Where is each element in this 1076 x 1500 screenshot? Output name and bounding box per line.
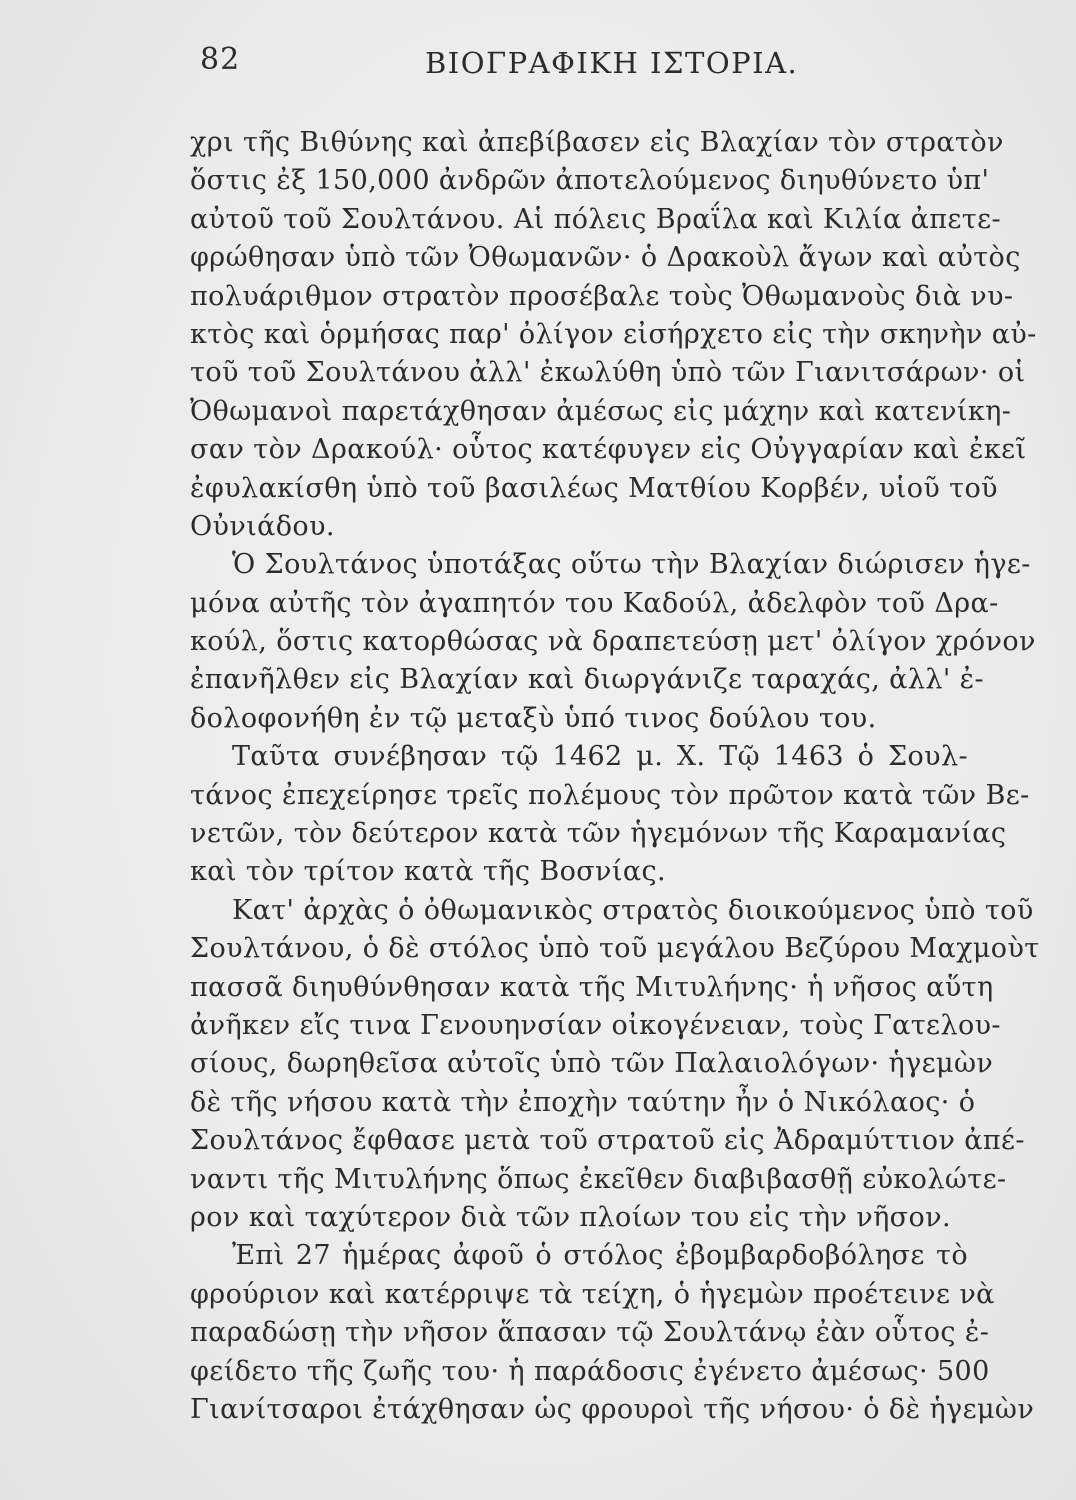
text-line: σαν τὸν Δρακούλ· οὗτος κατέφυγεν εἰς Οὐγγαρίαν καὶ ἐκεῖ xyxy=(190,434,1027,466)
text-line: Σουλτάνου, ὁ δὲ στόλος ὑπὸ τοῦ μεγάλου Βεζύρου Μαχμοὺτ xyxy=(190,933,1040,965)
page-number: 82 xyxy=(200,42,241,77)
paragraph-start-line: Ταῦτα συνέβησαν τῷ 1462 μ. Χ. Τῷ 1463 ὁ Σουλ- xyxy=(232,741,968,773)
text-line: πολυάριθμον στρατὸν προσέβαλε τοὺς Ὀθωμανοὺς διὰ νυ- xyxy=(190,280,1014,312)
body-text xyxy=(190,124,1040,1429)
text-line: φρώθησαν ὑπὸ τῶν Ὀθωμανῶν· ὁ Δρακοὺλ ἄγων καὶ αὐτὸς xyxy=(190,242,1021,274)
text-line: φείδετο τῆς ζωῆς του· ἡ παράδοσις ἐγένετο ἀμέσως· 500 xyxy=(190,1355,990,1387)
paragraph-start-line: Κατ' ἀρχὰς ὁ ὀθωμανικὸς στρατὸς διοικούμενος ὑπὸ τοῦ xyxy=(232,894,1034,926)
text-line: ρον καὶ ταχύτερον διὰ τῶν πλοίων του εἰς τὴν νῆσον. xyxy=(190,1201,951,1233)
text-line: τάνος ἐπεχείρησε τρεῖς πολέμους τὸν πρῶτον κατὰ τῶν Βε- xyxy=(190,779,1030,811)
text-line: ἀνῆκεν εἴς τινα Γενουηνσίαν οἰκογένειαν, τοὺς Γατελου- xyxy=(190,1009,1001,1041)
running-title: ΒΙΟΓΡΑΦΙΚΗ ΙΣΤΟΡΙΑ. xyxy=(425,46,799,80)
text-line: καὶ τὸν τρίτον κατὰ τῆς Βοσνίας. xyxy=(190,856,666,888)
text-line: ναντι τῆς Μιτυλήνης ὅπως ἐκεῖθεν διαβιβασθῇ εὐκολώτε- xyxy=(190,1163,1007,1195)
text-line: ὅστις ἐξ 150,000 ἀνδρῶν ἀποτελούμενος διηυθύνετο ὑπ' xyxy=(190,165,990,197)
text-line: μόνα αὐτῆς τὸν ἀγαπητόν του Καδούλ, ἀδελφὸν τοῦ Δρα- xyxy=(190,587,999,619)
paragraph-start-line: Ἐπὶ 27 ἡμέρας ἀφοῦ ὁ στόλος ἐβομβαρδοβόλησε τὸ xyxy=(232,1240,968,1272)
text-line: κτὸς καὶ ὁρμήσας παρ' ὀλίγον εἰσήρχετο εἰς τὴν σκηνὴν αὐ- xyxy=(190,318,1037,350)
text-line: κούλ, ὅστις κατορθώσας νὰ δραπετεύσῃ μετ' ὀλίγον χρόνον xyxy=(190,626,1036,658)
text-line: δολοφονήθη ἐν τῷ μεταξὺ ὑπό τινος δούλου του. xyxy=(190,702,877,734)
text-line: Σουλτάνος ἔφθασε μετὰ τοῦ στρατοῦ εἰς Ἀδραμύττιον ἀπέ- xyxy=(190,1125,1025,1157)
text-line: Ὀθωμανοὶ παρετάχθησαν ἀμέσως εἰς μάχην καὶ κατενίκη- xyxy=(190,395,1012,427)
text-line: σίους, δωρηθεῖσα αὐτοῖς ὑπὸ τῶν Παλαιολόγων· ἡγεμὼν xyxy=(190,1048,994,1080)
text-line: Γιανίτσαροι ἐτάχθησαν ὡς φρουροὶ τῆς νήσου· ὁ δὲ ἡγεμὼν xyxy=(190,1393,1035,1425)
text-line: δὲ τῆς νήσου κατὰ τὴν ἐποχὴν ταύτην ἦν ὁ Νικόλαος· ὁ xyxy=(190,1086,976,1118)
text-line: ἐπανῆλθεν εἰς Βλαχίαν καὶ διωργάνιζε ταραχάς, ἀλλ' ἐ- xyxy=(190,664,985,696)
paragraph-start-line: Ὁ Σουλτάνος ὑποτάξας οὕτω τὴν Βλαχίαν διώρισεν ἡγε- xyxy=(232,549,1031,581)
text-line: χρι τῆς Βιθύνης καὶ ἀπεβίβασεν εἰς Βλαχίαν τὸν στρατὸν xyxy=(190,127,1004,158)
text-line: φρούριον καὶ κατέρριψε τὰ τείχη, ὁ ἡγεμὼν προέτεινε νὰ xyxy=(190,1278,995,1310)
page-header xyxy=(200,42,799,92)
text-line: νετῶν, τὸν δεύτερον κατὰ τῶν ἡγεμόνων τῆς Καραμανίας xyxy=(190,818,1007,850)
text-line: αὐτοῦ τοῦ Σουλτάνου. Αἱ πόλεις Βραΐλα καὶ Κιλία ἀπετε- xyxy=(190,203,1001,235)
text-line: παραδώσῃ τὴν νῆσον ἅπασαν τῷ Σουλτάνῳ ἐὰν οὗτος ἐ- xyxy=(190,1317,990,1349)
text-line: πασσᾶ διηυθύνθησαν κατὰ τῆς Μιτυλήνης· ἡ νῆσος αὕτη xyxy=(190,971,994,1003)
text-line: τοῦ τοῦ Σουλτάνου ἀλλ' ἐκωλύθη ὑπὸ τῶν Γιανιτσάρων· οἱ xyxy=(190,357,1026,389)
text-line: Οὐνιάδου. xyxy=(190,510,335,542)
text-line: ἐφυλακίσθη ὑπὸ τοῦ βασιλέως Ματθίου Κορβέν, υἱοῦ τοῦ xyxy=(190,472,998,504)
